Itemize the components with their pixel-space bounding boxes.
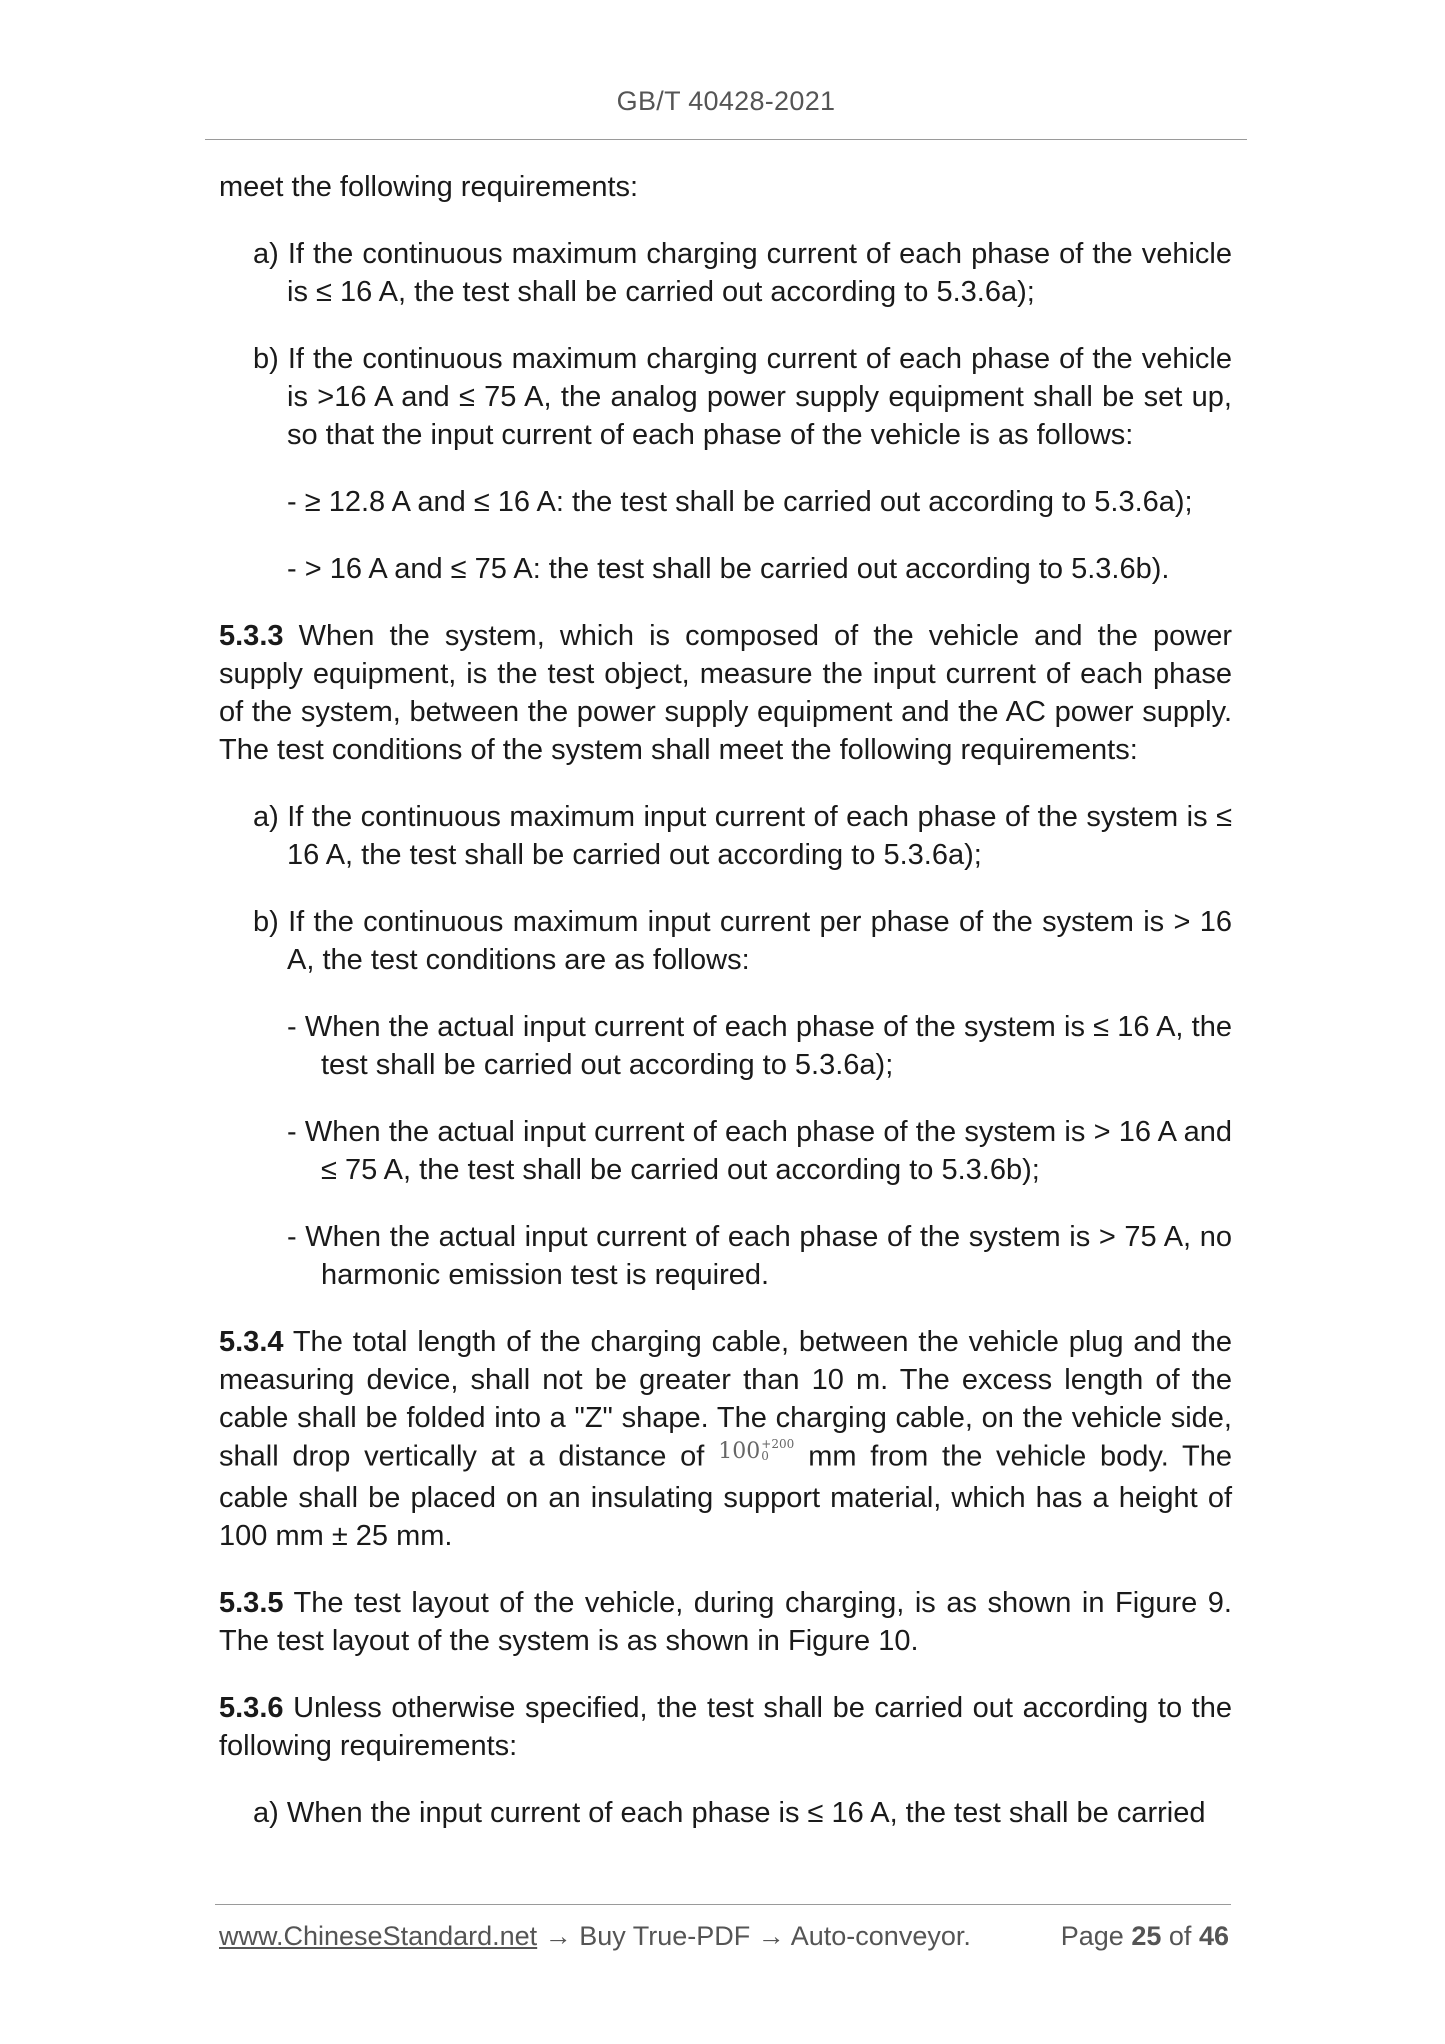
header-divider <box>205 139 1247 140</box>
page-number <box>1061 1921 1229 1952</box>
paragraph-continuation: meet the following requirements: <box>219 171 639 203</box>
sub-list-item: - When the actual input current of each phase of the system is ≤ 16 A, the test shall be carried out according to 5.3.6a); <box>287 1011 1232 1081</box>
sub-list-item: - When the actual input current of each phase of the system is > 75 A, no harmonic emission test is required. <box>287 1221 1232 1291</box>
page-total: 46 <box>1198 1921 1229 1951</box>
section-text: The total length of the charging cable, between the vehicle plug and the measuring device, shall not be greater than 10 m. The excess length of the cable shall be folded into a "Z" shape. The charging cable, on the vehicle side, shall drop vertically at a distance of <box>219 1326 1232 1473</box>
list-item: a) When the input current of each phase is ≤ 16 A, the test shall be carried <box>253 1797 1206 1829</box>
sub-list-item: - > 16 A and ≤ 75 A: the test shall be carried out according to 5.3.6b). <box>287 553 1170 585</box>
list-item: a) If the continuous maximum charging current of each phase of the vehicle is ≤ 16 A, the test shall be carried out according to 5.3.6a); <box>253 238 1232 308</box>
page-current: 25 <box>1131 1921 1162 1951</box>
sub-list-item: - ≥ 12.8 A and ≤ 16 A: the test shall be carried out according to 5.3.6a); <box>287 486 1193 518</box>
sub-list-item: - When the actual input current of each phase of the system is > 16 A and ≤ 75 A, the test shall be carried out according to 5.3.6b); <box>287 1116 1232 1186</box>
list-item: b) If the continuous maximum input current per phase of the system is > 16 A, the test conditions are as follows: <box>253 906 1232 976</box>
list-item: a) If the continuous maximum input current of each phase of the system is ≤ 16 A, the test shall be carried out according to 5.3.6a); <box>253 801 1232 871</box>
section-number: 5.3.5 <box>219 1587 284 1619</box>
section-number: 5.3.4 <box>219 1326 284 1358</box>
section-5-3-3 <box>219 617 1232 769</box>
page-of: of <box>1168 1921 1192 1951</box>
document-body <box>219 168 1232 1861</box>
section-5-3-4 <box>219 1323 1232 1555</box>
formula-subscript: 0 <box>761 1449 769 1463</box>
section-text: Unless otherwise specified, the test shall be carried out according to the following requirements: <box>219 1692 1232 1762</box>
footer-navigation: → Buy True-PDF → Auto-conveyor. <box>537 1921 971 1951</box>
footer-divider <box>215 1904 1231 1905</box>
section-5-3-6 <box>219 1689 1232 1765</box>
section-text-continued: mm from the vehicle body. The cable shall be placed on an insulating support material, which has a height of 100 mm ± 25 mm. <box>219 1440 1232 1552</box>
document-header: GB/T 40428-2021 <box>616 86 836 116</box>
formula-superscript: +200 <box>761 1437 795 1451</box>
formula-base: 100 <box>718 1439 761 1464</box>
page-footer <box>219 1921 1229 1952</box>
website-link[interactable]: www.ChineseStandard.net <box>219 1921 538 1951</box>
tolerance-formula <box>718 1429 794 1471</box>
section-text: The test layout of the vehicle, during charging, is as shown in Figure 9. The test layout of the system is as shown in Figure 10. <box>219 1587 1232 1657</box>
section-number: 5.3.6 <box>219 1692 284 1724</box>
section-text: When the system, which is composed of the vehicle and the power supply equipment, is the test object, measure the input current of each phase of the system, between the power supply equipment and the AC power supply. The test conditions of the system shall meet the following requirements: <box>219 620 1232 766</box>
section-5-3-5 <box>219 1584 1232 1660</box>
page-label: Page <box>1060 1921 1124 1951</box>
section-number: 5.3.3 <box>219 620 284 652</box>
list-item: b) If the continuous maximum charging current of each phase of the vehicle is >16 A and ≤ 75 A, the analog power supply equipment shall be set up, so that the input current of each phase of the vehicle is as follows: <box>253 343 1232 451</box>
